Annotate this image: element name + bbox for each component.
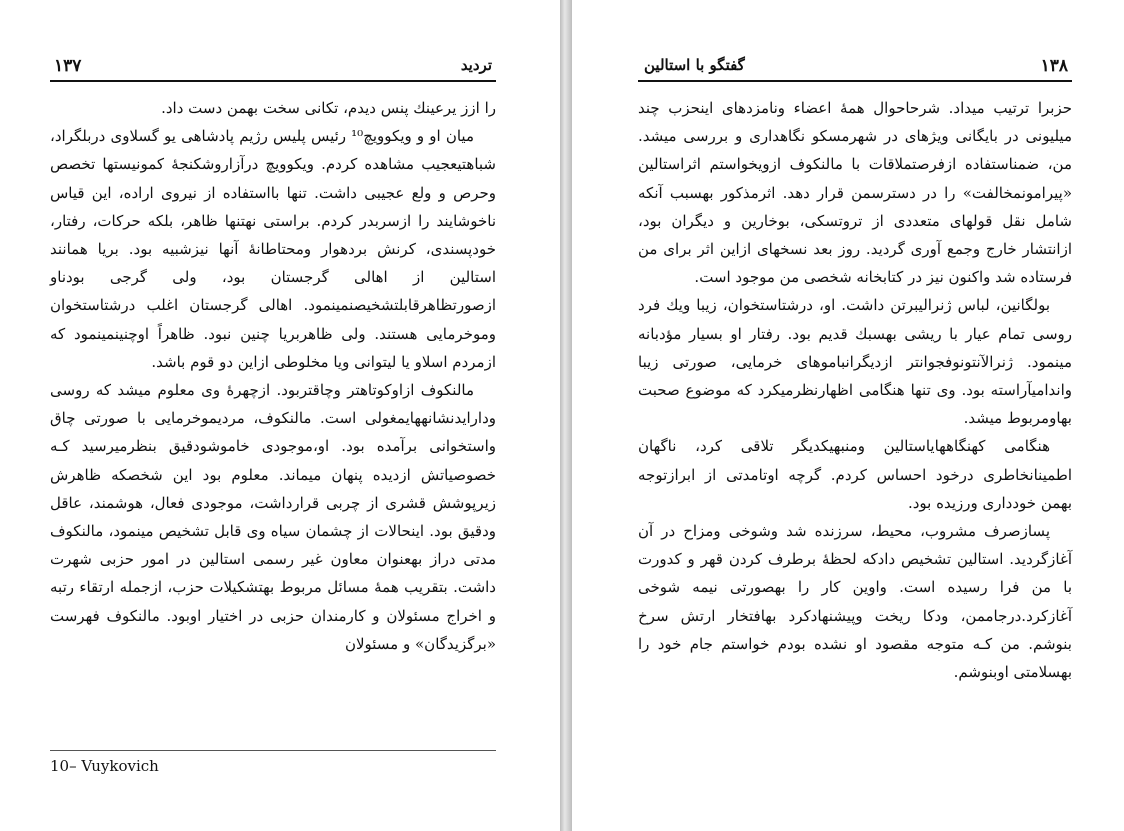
book-gutter: [560, 0, 572, 831]
left-paragraph-3: مالنکوف ازاوکوتاهتر وچاقتربود. ازچهرهٔ وی معلوم میشد که روسی ودارایدنشانههایمغولی است. مالنکوف، مردیموخرمایی با صورتی چاق واستخوانی برآمده بود. او،موجودی خاموشودقیق بنظرمیرسید کـه خصوصیاتش ازدیده پنهان میماند. معلوم بود این شخصکه ظاهرش زیرپوشش قشری از چربی قرارداشت، موجودی فعال، هوشمند، عاقل ودقیق بود. اینحالات از چشمان سیاه وی قابل تشخیص مینمود، مالنکوف مدتی دراز بهعنوان معاون غیر رسمی استالین در امور حزبی شهرت داشت. بتقریب همهٔ مسائل مربوط بهتشکیلات حزب، ازجمله ارتقاء رتبه و اخراج مسئولان و کارمندان حزبی در اختیار اوبود. مالنکوف فهرست «برگزیدگان» و مسئولان: [50, 381, 496, 653]
right-page-header: [638, 50, 1072, 82]
left-page-number: ۱۳۷: [54, 56, 82, 76]
right-paragraph-3: هنگامی کهنگاههایاستالین ومنبهیکدیگر تلاقی کرد، ناگهان اطمینانخاطری درخود احساس کردم. گرچه اوتامدتی از ابرازتوجه بهمن خودداری ورزیده بود.: [638, 437, 1072, 512]
right-page-body: [638, 94, 1072, 686]
right-page: [572, 0, 1124, 831]
right-running-title: گفتگو با استالین: [644, 56, 745, 74]
right-page-number: ۱۳۸: [1040, 56, 1068, 76]
footnote: 10– Vuykovich: [50, 750, 496, 775]
left-paragraph-1: را ازز یرعینك پنس دیدم، تکانی سخت بهمن دست داد.: [161, 99, 496, 117]
left-page-body: [50, 94, 496, 658]
left-page: [0, 0, 560, 831]
left-paragraph-2: میان او و ویکوویچ¹⁰ رئیس پلیس رژیم پادشاهی یو گسلاوی دربلگراد، شباهتیعجیب مشاهده کردم. ویکوویچ درآزاروشکنجهٔ کمونیستها تخصص وحرص و ولع عجیبی داشت. تنها بااستفاده از نیروی اراده، این قیاس ناخوشایند را ازسربدر کردم. براستی نهتنها ظاهر، بلکه حرکات، رفتار، خودپسندی، کرنش بردهوار ومحتاطانهٔ آنها نیزشبیه بود. بریا همانند استالین از اهالی گرجستان بود، ولی گرجی بودناو ازصورتظاهرقابلتشخیصنمینمود. اهالی گرجستان اغلب درشتاستخوان وموخرمایی هستند. ولی ظاهربریا چنین نبود. ظاهراً اوچنینمینمود که ازمردم اسلاو یا لیتوانی ویا مخلوطی ازاین دو قوم باشد.: [50, 127, 496, 371]
right-paragraph-1: حزبرا ترتیب میداد. شرحاحوال همهٔ اعضاء ونامزدهای اینحزب چند میلیونی در بایگانی ویژهای در شهرمسکو نگاهداری و بررسی میشد. من، ضمناستفاده ازفرصتملاقات با مالنکوف ازویخواستم اثراستالین «پیرامونمخالفت» را در دسترسمن قرار دهد. اثرمذکور بهسبب آنکه شامل نقل قولهای متعددی از تروتسکی، بوخارین و دیگران بود، ازانتشار خارج وجمع آوری گردید. روز بعد نسخهای ازاین اثر برای من فرستاده شد واکنون نیز در کتابخانه شخصی من موجود است.: [638, 99, 1072, 287]
right-paragraph-4: پسازصرف مشروب، محیط، سرزنده شد وشوخی ومزاح در آن آغازگردید. استالین تشخیص دادکه لحظهٔ برطرف کردن قهر و کدورت با من فرا رسیده است. واوین کار را بهصورتی نیمه شوخی آغازکرد.درجاممن، ودکا ریخت وپیشنهادکرد بهافتخار ارتش سرخ بنوشم. من کـه متوجه مقصود او نشده بودم خواستم جام خود را بهسلامتی اوبنوشم.: [638, 522, 1072, 682]
left-running-title: تردید: [460, 56, 492, 74]
right-paragraph-2: بولگانین، لباس ژنرالیبرتن داشت. او، درشتاستخوان، زیبا ویك فرد روسی تمام عیار با ریشی بهسبك قدیم بود. رفتار او بسیار مؤدبانه مینمود. ژنرالآنتونوفجوانتر ازدیگرانباموهای خرمایی، صورتی زیبا واندامیآراسته بود. وی تنها هنگامی اظهارنظرمیکرد که موضوع صحبت بهاومربوط میشد.: [638, 296, 1072, 428]
left-page-header: [50, 50, 496, 82]
